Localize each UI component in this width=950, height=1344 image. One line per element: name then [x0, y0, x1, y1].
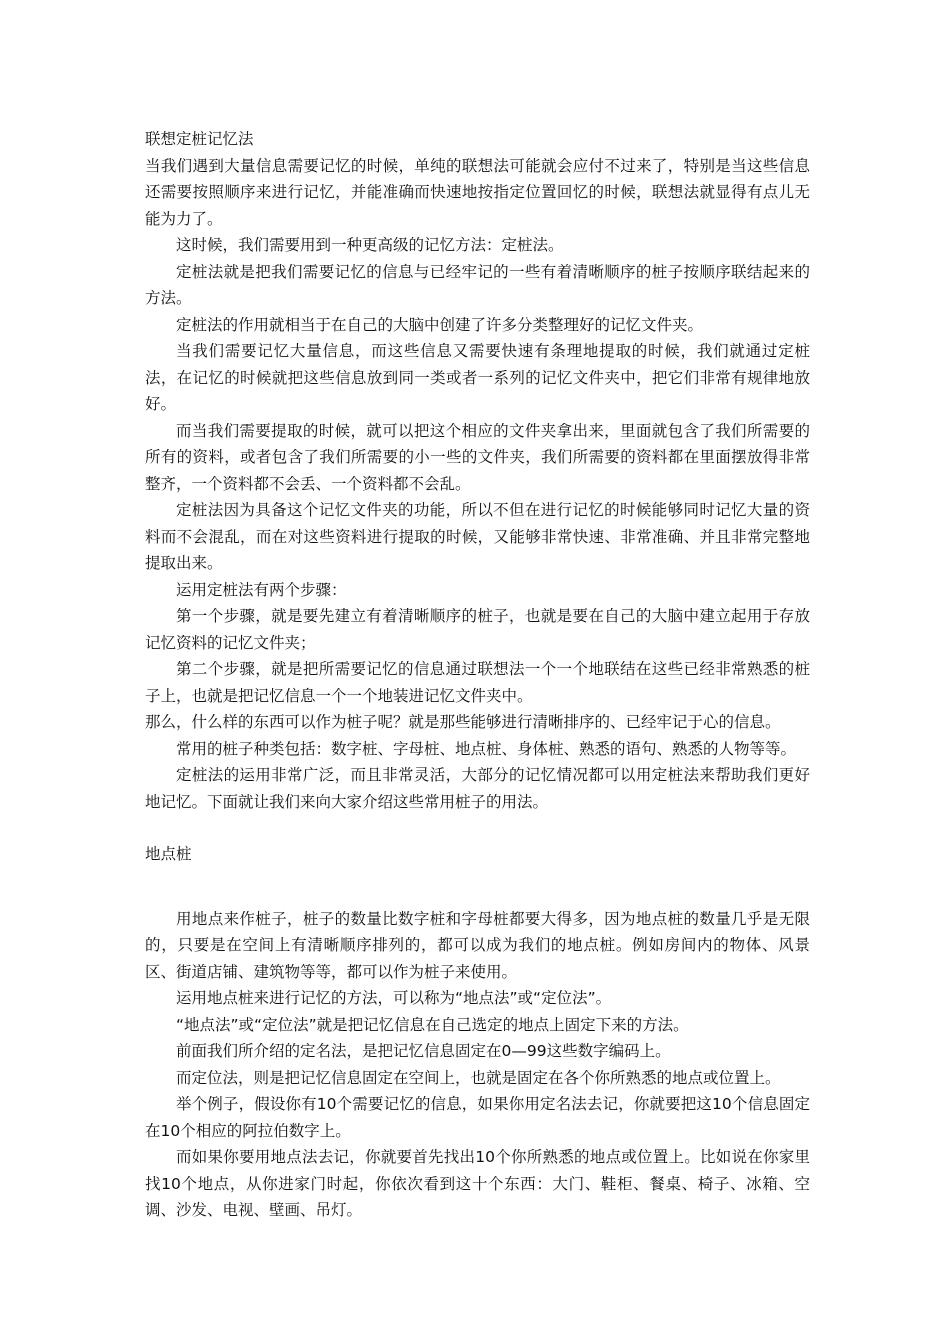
paragraph: 第二个步骤，就是把所需要记忆的信息通过联想法一个一个地联结在这些已经非常熟悉的桩子上，也就是把记忆信息一个一个地装进记忆文件夹中。	[145, 660, 810, 705]
paragraph: 当我们遇到大量信息需要记忆的时候，单纯的联想法可能就会应付不过来了，特别是当这些信息还需要按照顺序来进行记忆，并能准确而快速地按指定位置回忆的时候，联想法就显得有点儿无能为力了。	[145, 156, 810, 228]
paragraph: 当我们需要记忆大量信息，而这些信息又需要快速有条理地提取的时候，我们就通过定桩法，在记忆的时候就把这些信息放到同一类或者一系列的记忆文件夹中，把它们非常有规律地放好。	[145, 342, 810, 413]
paragraph: 而当我们需要提取的时候，就可以把这个相应的文件夹拿出来，里面就包含了我们所需要的所有的资料，或者包含了我们所需要的小一些的文件夹，我们所需要的资料都在里面摆放得非常整齐，一个资料都不会丢、一个资料都不会乱。	[145, 421, 810, 493]
paragraph: 定桩法的运用非常广泛，而且非常灵活，大部分的记忆情况都可以用定桩法来帮助我们更好地记忆。下面就让我们来向大家介绍这些常用桩子的用法。	[145, 766, 810, 811]
paragraph: 前面我们所介绍的定名法，是把记忆信息固定在0—99这些数字编码上。	[176, 1042, 671, 1060]
spacer	[145, 815, 810, 841]
spacer	[145, 868, 810, 906]
paragraph: 定桩法就是把我们需要记忆的信息与已经牢记的一些有着清晰顺序的桩子按顺序联结起来的方法。	[145, 262, 810, 307]
paragraph: 那么，什么样的东西可以作为桩子呢？就是那些能够进行清晰排序的、已经牢记于心的信息。	[145, 713, 781, 731]
paragraph: “地点法”或“定位法”就是把记忆信息在自己选定的地点上固定下来的方法。	[176, 1015, 689, 1034]
paragraph: 运用地点桩来进行记忆的方法，可以称为“地点法”或“定位法”。	[176, 989, 612, 1007]
document-page	[145, 126, 810, 1224]
paragraph: 用地点来作桩子，桩子的数量比数字桩和字母桩都要大得多，因为地点桩的数量几乎是无限的，只要是在空间上有清晰顺序排列的，都可以成为我们的地点桩。例如房间内的物体、风景区、街道店铺、建筑物等等，都可以作为桩子来使用。	[145, 909, 810, 981]
paragraph: 常用的桩子种类包括：数字桩、字母桩、地点桩、身体桩、熟悉的语句、熟悉的人物等等。	[176, 739, 797, 758]
paragraph: 而如果你要用地点法去记，你就要首先找出10个你所熟悉的地点或位置上。比如说在你家里找10个地点，从你进家门时起，你依次看到这十个东西：大门、鞋柜、餐桌、椅子、冰箱、空调、沙发、电视、壁画、吊灯。	[145, 1148, 810, 1219]
paragraph: 定桩法因为具备这个记忆文件夹的功能，所以不但在进行记忆的时候能够同时记忆大量的资料而不会混乱，而在对这些资料进行提取的时候，又能够非常快速、非常准确、并且非常完整地提取出来。	[145, 501, 810, 572]
paragraph: 这时候，我们需要用到一种更高级的记忆方法：定桩法。	[176, 236, 564, 254]
document-title: 联想定桩记忆法	[145, 130, 254, 148]
paragraph: 第一个步骤，就是要先建立有着清晰顺序的桩子，也就是要在自己的大脑中建立起用于存放记忆资料的记忆文件夹；	[145, 607, 810, 652]
paragraph: 定桩法的作用就相当于在自己的大脑中创建了许多分类整理好的记忆文件夹。	[176, 315, 704, 334]
paragraph: 举个例子，假设你有10个需要记忆的信息，如果你用定名法去记，你就要把这10个信息固定在10个相应的阿拉伯数字上。	[145, 1095, 810, 1140]
paragraph: 而定位法，则是把记忆信息固定在空间上，也就是固定在各个你所熟悉的地点或位置上。	[176, 1068, 781, 1087]
section-heading: 地点桩	[145, 845, 192, 863]
paragraph: 运用定桩法有两个步骤：	[176, 580, 347, 599]
